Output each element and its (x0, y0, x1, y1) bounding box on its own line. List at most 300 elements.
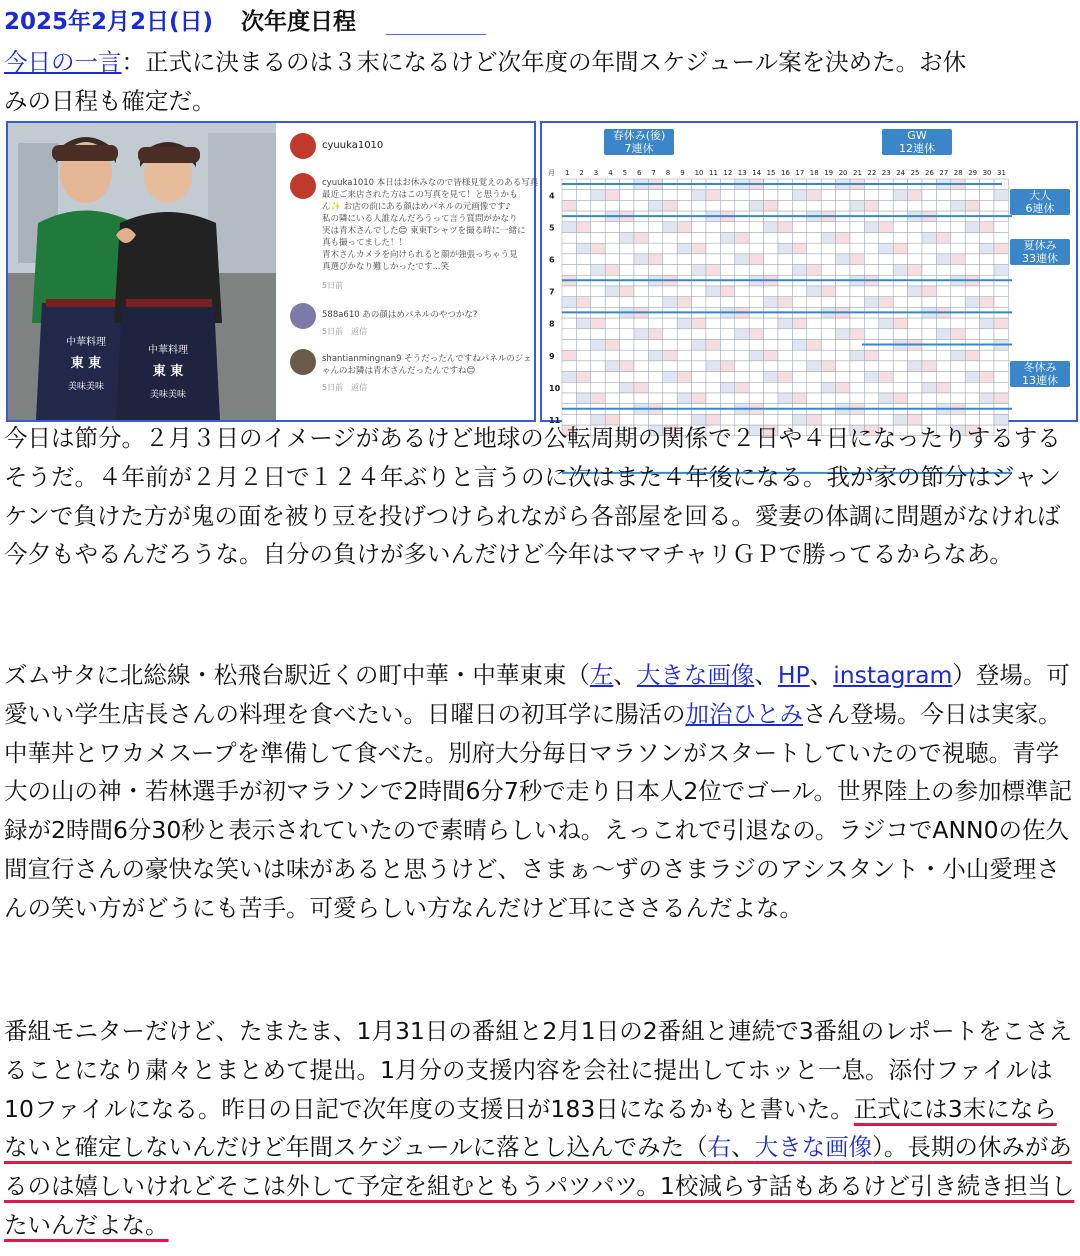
calendar-cell (778, 190, 792, 201)
calendar-cell (908, 372, 922, 383)
calendar-cell (749, 243, 763, 254)
calendar-cell (764, 297, 778, 308)
calendar-cell (620, 340, 634, 351)
calendar-cell (562, 243, 576, 254)
todays-word-link[interactable]: 今日の一言 (4, 48, 122, 76)
calendar-cell (749, 329, 763, 340)
calendar-cell (792, 254, 806, 265)
calendar-cell (576, 233, 590, 244)
calendar-cell (677, 200, 691, 211)
calendar-cell (792, 233, 806, 244)
calendar-cell (936, 190, 950, 201)
apron2-text-3: 美味美味 (149, 390, 187, 400)
calendar-cell (706, 382, 720, 393)
calendar-cell (778, 318, 792, 329)
callout-adult-title: 大人 (1029, 189, 1051, 202)
calendar-cell (692, 318, 706, 329)
calendar-cell (821, 297, 835, 308)
calendar-cell (562, 286, 576, 297)
calendar-cell (922, 265, 936, 276)
calendar-cell (692, 243, 706, 254)
calendar-cell (677, 329, 691, 340)
calendar-cell (821, 372, 835, 383)
calendar-cell (764, 329, 778, 340)
calendar-cell (576, 329, 590, 340)
calendar-cell (620, 297, 634, 308)
calendar-cell (936, 318, 950, 329)
commenter-1-avatar-icon (290, 303, 316, 329)
calendar-cell (879, 243, 893, 254)
calendar-cell (648, 350, 662, 361)
calendar-day-header: 29 (968, 169, 978, 177)
calendar-cell (605, 297, 619, 308)
calendar-cell (893, 190, 907, 201)
calendar-cell (936, 286, 950, 297)
calendar-cell (936, 254, 950, 265)
calendar-cell (735, 350, 749, 361)
calendar-cell (994, 222, 1008, 233)
calendar-cell (922, 222, 936, 233)
apron2-text-1: 中華料理 (148, 345, 188, 356)
commenter-2-avatar-icon (290, 349, 316, 375)
calendar-cell (720, 190, 734, 201)
calendar-cell (850, 393, 864, 404)
calendar-cell (677, 297, 691, 308)
calendar-cell (562, 190, 576, 201)
calendar-cell (893, 361, 907, 372)
calendar-cell (620, 254, 634, 265)
calendar-cell (562, 350, 576, 361)
calendar-cell (591, 361, 605, 372)
calendar-cell (792, 200, 806, 211)
calendar-cell (605, 350, 619, 361)
calendar-cell (792, 340, 806, 351)
calendar-cell (562, 265, 576, 276)
calendar-cell (936, 393, 950, 404)
calendar-cell (936, 329, 950, 340)
calendar-cell (706, 286, 720, 297)
calendar-cell (591, 393, 605, 404)
calendar-cell (936, 361, 950, 372)
calendar-cell (591, 200, 605, 211)
calendar-cell (591, 265, 605, 276)
calendar-cell (778, 393, 792, 404)
calendar-cell (951, 318, 965, 329)
p2-sep-2: 、 (754, 661, 778, 689)
calendar-cell (605, 200, 619, 211)
calendar-cell (749, 233, 763, 244)
calendar-cell (720, 393, 734, 404)
calendar-cell (663, 340, 677, 351)
calendar-cell (706, 340, 720, 351)
shop-photo-panel[interactable] (6, 121, 539, 422)
calendar-cell (778, 372, 792, 383)
calendar-cell (980, 350, 994, 361)
calendar-cell (692, 340, 706, 351)
calendar-cell (821, 393, 835, 404)
calendar-cell (778, 265, 792, 276)
calendar-cell (864, 297, 878, 308)
calendar-cell (749, 318, 763, 329)
calendar-month-label: 5 (549, 223, 555, 233)
callout-adult (1010, 189, 1070, 215)
calendar-cell (821, 318, 835, 329)
calendar-cell (620, 243, 634, 254)
calendar-cell (634, 200, 648, 211)
calendar-cell (706, 222, 720, 233)
calendar-cell (850, 243, 864, 254)
calendar-cell (706, 200, 720, 211)
calendar-cell (620, 382, 634, 393)
calendar-cell (720, 350, 734, 361)
calendar-cell (994, 190, 1008, 201)
calendar-cell (605, 286, 619, 297)
calendar-cell (864, 361, 878, 372)
calendar-cell (893, 254, 907, 265)
calendar-day-header: 18 (809, 169, 819, 177)
calendar-day-header: 17 (795, 169, 805, 177)
calendar-cell (980, 329, 994, 340)
calendar-cell (864, 382, 878, 393)
calendar-cell (908, 190, 922, 201)
calendar-cell (936, 382, 950, 393)
calendar-cell (980, 233, 994, 244)
calendar-cell (576, 350, 590, 361)
calendar-cell (576, 254, 590, 265)
ig-post-meta: 5日前 (322, 281, 344, 290)
calendar-cell (864, 329, 878, 340)
calendar-cell (663, 200, 677, 211)
calendar-cell (778, 350, 792, 361)
calendar-cell (692, 361, 706, 372)
calendar-cell (792, 361, 806, 372)
calendar-day-header: 21 (853, 169, 862, 177)
calendar-day-header: 10 (694, 169, 704, 177)
calendar-cell (576, 372, 590, 383)
calendar-cell (634, 372, 648, 383)
calendar-cell (591, 297, 605, 308)
calendar-cell (864, 318, 878, 329)
p2-sep-3: 、 (809, 661, 834, 689)
calendar-cell (562, 329, 576, 340)
annual-schedule-calendar (542, 123, 1076, 425)
staff-photo (8, 123, 276, 420)
calendar-cell (764, 200, 778, 211)
link-left-image[interactable]: 左 (589, 661, 614, 689)
calendar-day-header: 28 (953, 169, 963, 177)
ig-post-line: 青木さんカメラを向けられると顔が強張っちゃう見 (322, 250, 518, 260)
calendar-cell (965, 200, 979, 211)
calendar-cell (576, 340, 590, 351)
calendar-cell (634, 190, 648, 201)
calendar-cell (951, 254, 965, 265)
calendar-cell (980, 393, 994, 404)
calendar-cell (893, 265, 907, 276)
calendar-cell (965, 318, 979, 329)
comment-1-meta: 5日前 返信 (322, 327, 368, 336)
calendar-cell (908, 254, 922, 265)
calendar-cell (908, 297, 922, 308)
calendar-cell (893, 297, 907, 308)
calendar-cell (749, 254, 763, 265)
calendar-cell (807, 190, 821, 201)
link-kaji-hitomi[interactable]: 加治ひとみ (685, 699, 803, 728)
calendar-cell (807, 222, 821, 233)
calendar-cell (648, 222, 662, 233)
calendar-cell (562, 318, 576, 329)
calendar-cell (677, 361, 691, 372)
calendar-cell (879, 297, 893, 308)
calendar-cell (836, 233, 850, 244)
calendar-cell (677, 265, 691, 276)
calendar-cell (951, 200, 965, 211)
calendar-cell (634, 329, 648, 340)
calendar-cell (879, 200, 893, 211)
calendar-cell (980, 222, 994, 233)
calendar-cell (648, 393, 662, 404)
calendar-cell (735, 340, 749, 351)
calendar-cell (764, 372, 778, 383)
p2-sep-1: 、 (613, 661, 637, 689)
link-homepage[interactable]: HP (777, 661, 810, 689)
calendar-cell (706, 243, 720, 254)
calendar-cell (720, 382, 734, 393)
calendar-cell (821, 265, 835, 276)
intro-text-1: ：正式に決まるのは３末になるけど次年度の年間スケジュール案を決めた。お休 (121, 48, 967, 76)
comment-2-line-2: ゃんのお隣は青木さんだったんですね😊 (322, 366, 476, 376)
calendar-cell (648, 233, 662, 244)
calendar-cell (951, 233, 965, 244)
calendar-cell (965, 382, 979, 393)
calendar-day-header: 19 (824, 169, 834, 177)
calendar-cell (677, 340, 691, 351)
calendar-cell (562, 233, 576, 244)
calendar-cell (893, 318, 907, 329)
calendar-cell (980, 265, 994, 276)
entry-title: 次年度日程 (241, 9, 357, 35)
calendar-cell (965, 233, 979, 244)
comment-2-user: shantianmingnan9 (322, 354, 402, 364)
calendar-cell (663, 372, 677, 383)
calendar-cell (864, 393, 878, 404)
calendar-cell (821, 190, 835, 201)
calendar-cell (893, 233, 907, 244)
calendar-cell (677, 318, 691, 329)
calendar-cell (764, 361, 778, 372)
calendar-cell (648, 265, 662, 276)
calendar-cell (836, 190, 850, 201)
calendar-cell (879, 372, 893, 383)
calendar-cell (591, 222, 605, 233)
calendar-cell (836, 286, 850, 297)
calendar-cell (893, 329, 907, 340)
calendar-cell (951, 393, 965, 404)
entry-date: 2025年2月2日(日) (4, 9, 214, 35)
calendar-cell (821, 233, 835, 244)
calendar-cell (605, 233, 619, 244)
calendar-cell (764, 243, 778, 254)
calendar-day-header: 6 (637, 169, 642, 177)
calendar-cell (850, 297, 864, 308)
calendar-cell (980, 200, 994, 211)
calendar-cell (648, 372, 662, 383)
calendar-cell (692, 350, 706, 361)
calendar-cell (965, 329, 979, 340)
calendar-cell (648, 382, 662, 393)
calendar-day-header: 14 (752, 169, 762, 177)
p2-text-a: ズムサタに北総線・松飛台駅近くの町中華・中華東東（ (4, 661, 590, 689)
calendar-cell (634, 222, 648, 233)
calendar-cell (994, 254, 1008, 265)
callout-winter (1010, 361, 1070, 387)
link-right-image[interactable]: 右 (707, 1133, 732, 1162)
calendar-cell (720, 265, 734, 276)
calendar-cell (994, 372, 1008, 383)
staff-photo-illustration (8, 123, 276, 420)
calendar-cell (922, 329, 936, 340)
calendar-cell (951, 222, 965, 233)
calendar-cell (850, 190, 864, 201)
calendar-cell (836, 297, 850, 308)
calendar-cell (994, 318, 1008, 329)
calendar-cell (908, 233, 922, 244)
calendar-cell (936, 233, 950, 244)
ig-post-line: 実は青木さんでした😊 東東Tシャツを撮る時に一緒に (322, 226, 526, 236)
calendar-cell (879, 254, 893, 265)
calendar-cell (692, 200, 706, 211)
calendar-cell (648, 243, 662, 254)
calendar-cell (850, 200, 864, 211)
calendar-cell (648, 190, 662, 201)
calendar-day-header: 4 (608, 169, 613, 177)
calendar-cell (576, 200, 590, 211)
calendar-cell (663, 393, 677, 404)
calendar-cell (663, 329, 677, 340)
calendar-cell (778, 222, 792, 233)
calendar-day-header: 27 (939, 169, 949, 177)
calendar-cell (720, 286, 734, 297)
calendar-cell (720, 329, 734, 340)
calendar-cell (562, 222, 576, 233)
calendar-cell (879, 329, 893, 340)
calendar-cell (965, 372, 979, 383)
comment-1-user: 588a610 (322, 310, 360, 320)
calendar-cell (994, 243, 1008, 254)
calendar-cell (778, 329, 792, 340)
calendar-day-header: 12 (723, 169, 733, 177)
calendar-cell (936, 372, 950, 383)
calendar-cell (792, 286, 806, 297)
calendar-cell (648, 340, 662, 351)
calendar-cell (720, 254, 734, 265)
calendar-cell (951, 297, 965, 308)
calendar-cell (735, 254, 749, 265)
calendar-cell (908, 361, 922, 372)
calendar-cell (807, 350, 821, 361)
calendar-cell (864, 243, 878, 254)
calendar-cell (735, 361, 749, 372)
calendar-cell (850, 254, 864, 265)
calendar-month-label: 9 (549, 351, 555, 361)
calendar-cell (749, 361, 763, 372)
apron-text-1: 中華料理 (66, 337, 106, 348)
calendar-cell (821, 340, 835, 351)
calendar-cell (591, 372, 605, 383)
calendar-cell (663, 318, 677, 329)
link-instagram[interactable]: instagram (833, 661, 953, 689)
calendar-cell (807, 361, 821, 372)
calendar-cell (634, 243, 648, 254)
calendar-cell (663, 361, 677, 372)
calendar-cell (764, 190, 778, 201)
calendar-cell (965, 286, 979, 297)
calendar-cell (994, 329, 1008, 340)
calendar-day-header: 24 (896, 169, 906, 177)
calendar-cell (648, 286, 662, 297)
link-large-image[interactable]: 大きな画像 (636, 661, 755, 689)
instagram-post-screenshot (276, 123, 539, 420)
calendar-cell (864, 350, 878, 361)
calendar-cell (692, 265, 706, 276)
calendar-cell (692, 190, 706, 201)
calendar-cell (807, 318, 821, 329)
calendar-cell (980, 190, 994, 201)
calendar-cell (980, 382, 994, 393)
calendar-cell (591, 350, 605, 361)
calendar-cell (922, 254, 936, 265)
calendar-month-label: 7 (549, 287, 555, 297)
calendar-cell (692, 393, 706, 404)
calendar-cell (720, 233, 734, 244)
calendar-cell (735, 265, 749, 276)
calendar-cell (677, 350, 691, 361)
ig-post-line: 真も撮ってました！！ (322, 238, 408, 248)
calendar-cell (634, 340, 648, 351)
callout-spring-title: 春休み(後) (612, 129, 666, 142)
calendar-cell (720, 222, 734, 233)
calendar-day-header: 25 (910, 169, 920, 177)
calendar-cell (908, 393, 922, 404)
calendar-cell (735, 393, 749, 404)
link-large-image-2[interactable]: 大きな画像 (754, 1133, 873, 1162)
calendar-cell (648, 329, 662, 340)
calendar-cell (821, 361, 835, 372)
calendar-cell (936, 350, 950, 361)
calendar-cell (965, 393, 979, 404)
apron-text-2: 東 東 (70, 356, 102, 371)
calendar-cell (764, 265, 778, 276)
calendar-cell (749, 265, 763, 276)
calendar-cell (749, 372, 763, 383)
calendar-cell (792, 297, 806, 308)
intro-paragraph (4, 43, 1076, 121)
calendar-cell (620, 361, 634, 372)
calendar-cell (634, 318, 648, 329)
calendar-cell (591, 329, 605, 340)
calendar-cell (634, 297, 648, 308)
calendar-cell (879, 361, 893, 372)
ig-post-line: 最近ご来店された方はこの写真を見て！と思うかも (322, 190, 518, 200)
calendar-cell (836, 200, 850, 211)
calendar-cell (749, 222, 763, 233)
calendar-cell (591, 340, 605, 351)
calendar-cell (951, 286, 965, 297)
calendar-cell (864, 190, 878, 201)
annual-schedule-panel[interactable] (540, 121, 1078, 425)
calendar-cell (792, 329, 806, 340)
calendar-cell (980, 243, 994, 254)
calendar-cell (908, 318, 922, 329)
